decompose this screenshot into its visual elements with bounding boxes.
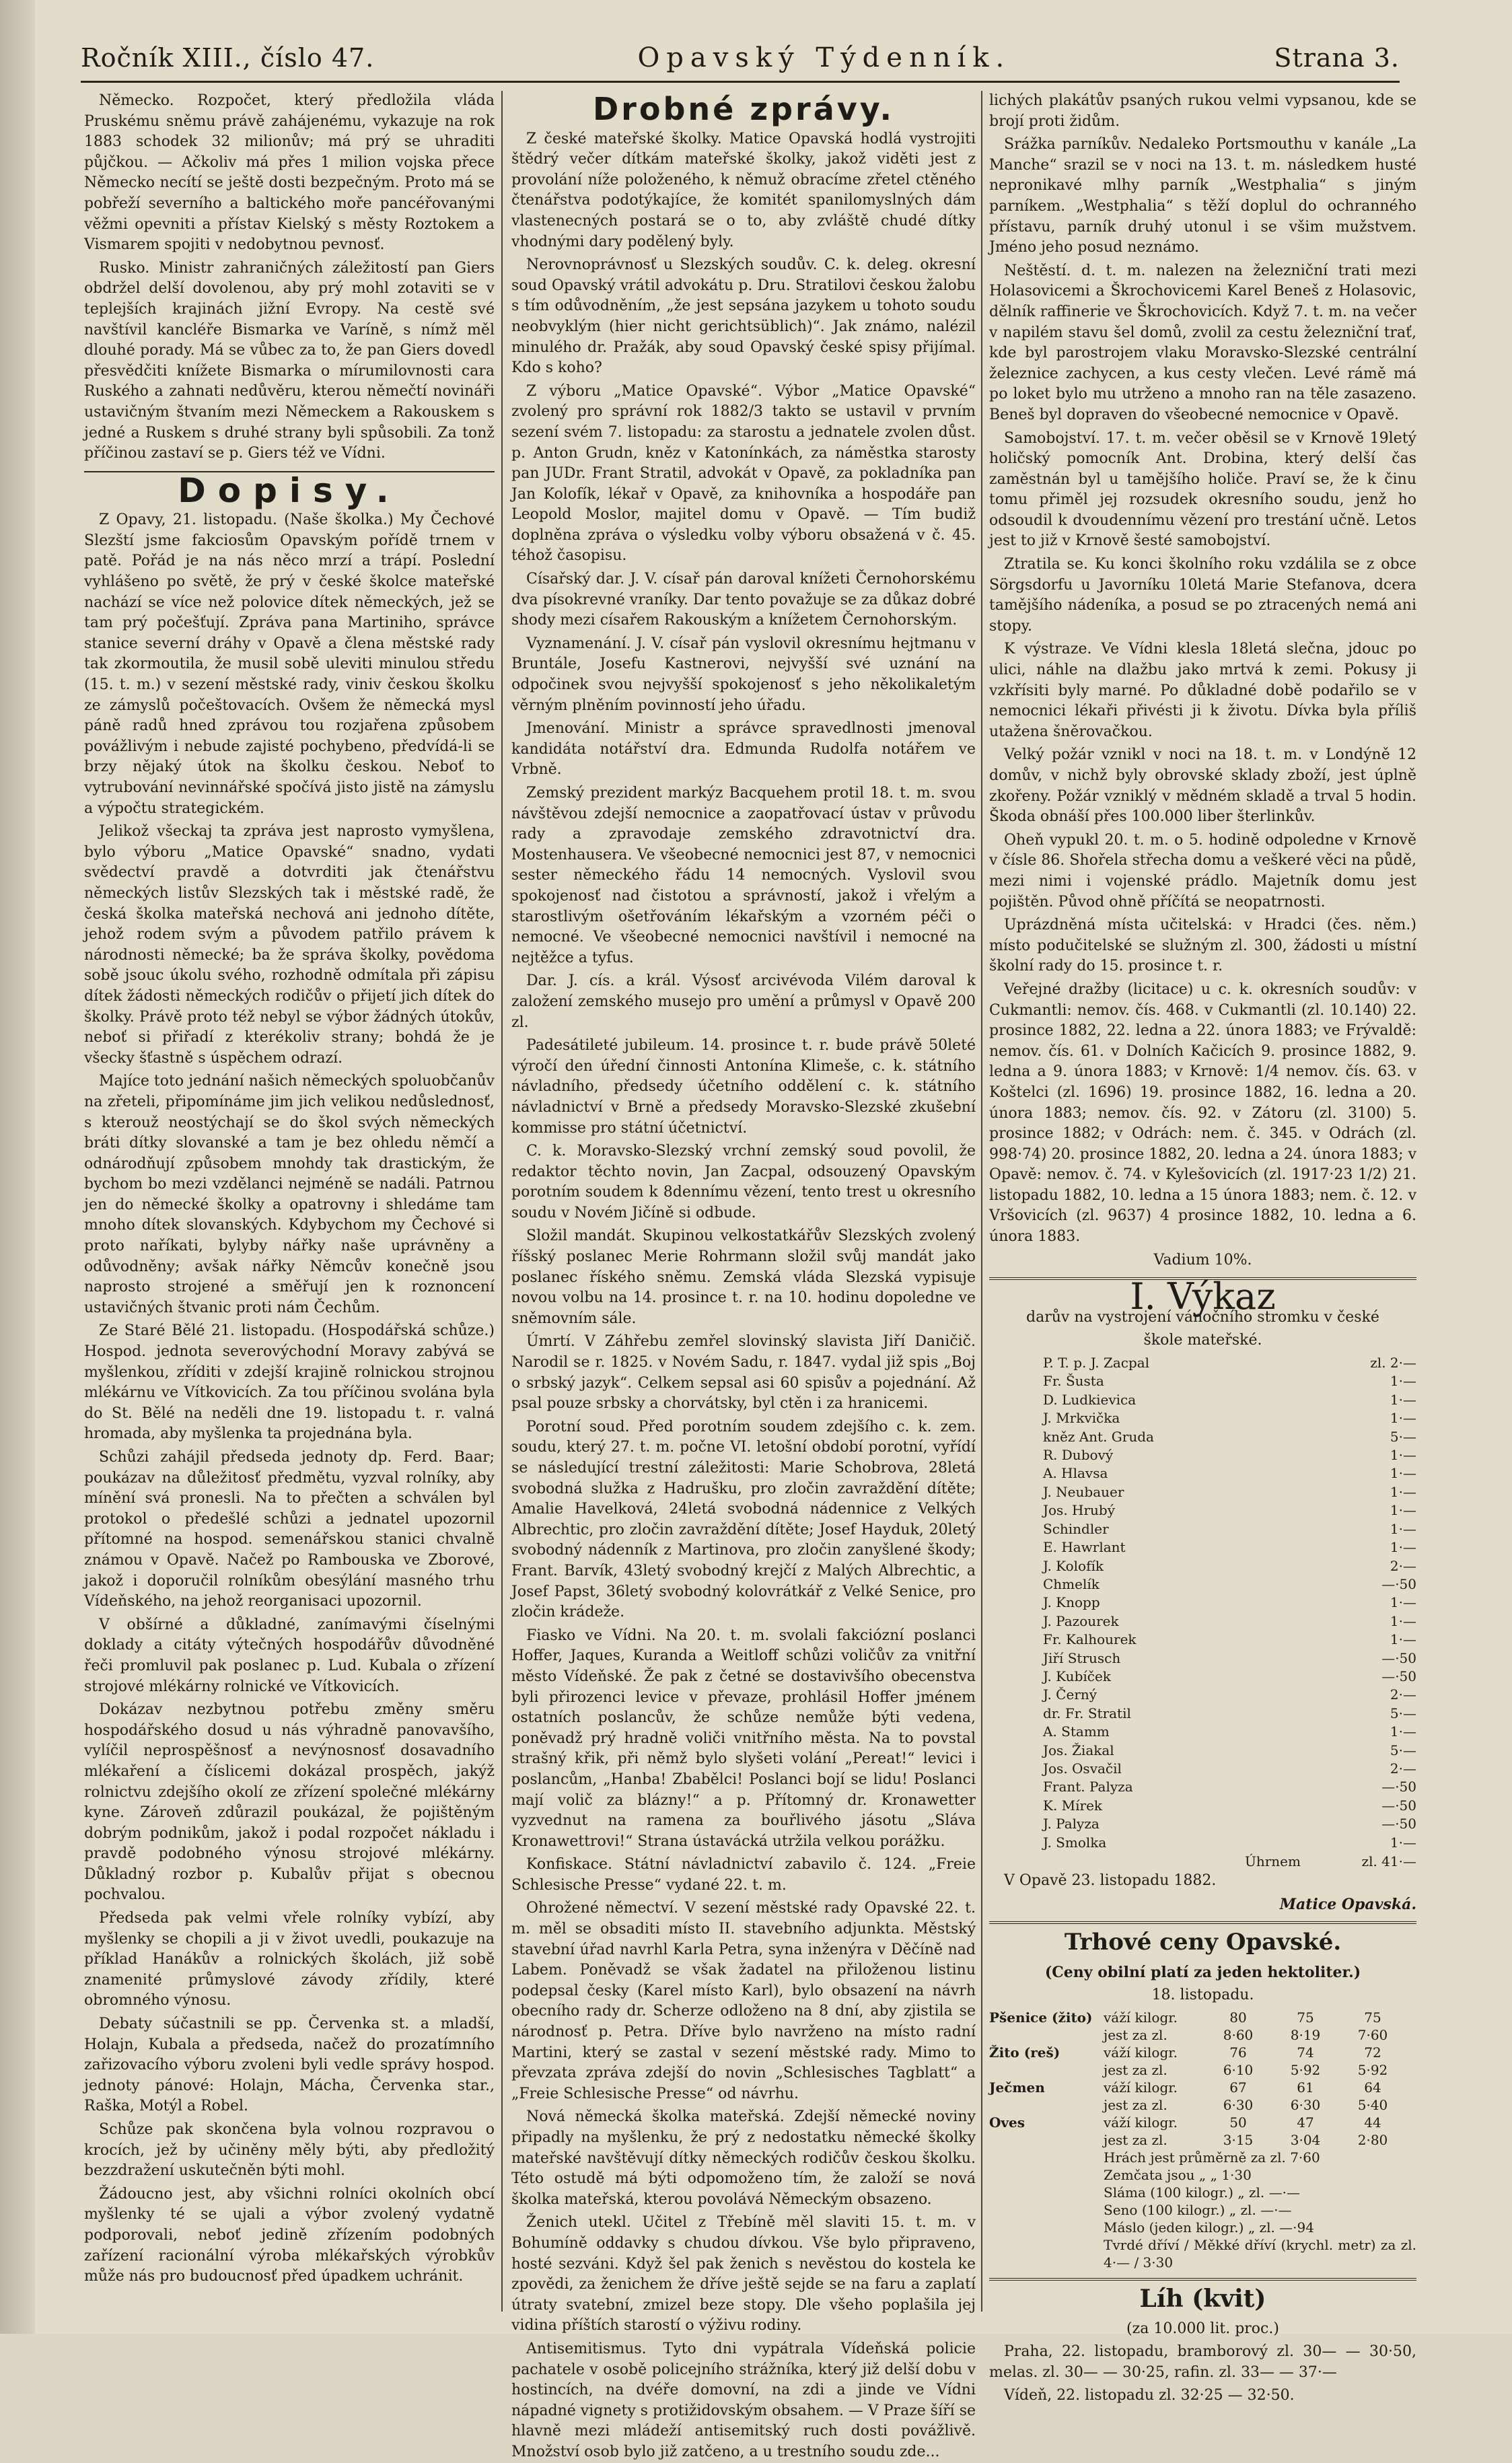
donor-name: Frant. Palyza [1043,1779,1133,1795]
price-row [989,2061,1416,2079]
donor-amount: 1·— [1390,1391,1416,1408]
price-value: 8·19 [1290,2026,1321,2043]
price-commodity [989,2096,1104,2114]
prices-table [989,2009,1416,2149]
price-value: 61 [1297,2079,1314,2096]
paragraph: Žádoucno jest, aby všichni rolníci okolních obcí myšlenky té se ujali a výbor zvolený vydatně podporovali, neboť jedině zřízením podobných zařízení racionální výroba mlékařských výrobkův může nás pro budoucnosť před úpadkem uchránit. [84,2185,495,2285]
donor-name: A. Hlavsa [1043,1465,1108,1482]
news-item: Složil mandát. Skupinou velkostatkářův Slezských zvolený říšský poslanec Merie Rohrmann složil svůj mandát jako poslanec říského sněmu. Zemská vláda Slezská vypisuje novou volbu na 14. prosince t. r. na 10. hodinu dopoledne ve sněmovním sále. [511,1227,976,1327]
news-item: Padesátileté jubileum. 14. prosince t. r. bude právě 50leté výročí den úřední činnosti Antonína Klimeše, c. k. státního návladního, předsedy účetního oddělení c. k. státního návladnictví v Brně a předsedy Moravsko-Slezské zkušební kommisse pro státní účetnictví. [511,1037,976,1137]
donor-row [989,1649,1416,1668]
lih-title: Líh (kvit) [1139,2284,1266,2313]
section-heading-dopisy: Dopisy. [178,470,401,510]
donor-name: J. Mrkvička [1043,1410,1120,1427]
price-value: 80 [1229,2009,1247,2026]
donor-row [989,1501,1416,1520]
donor-list [989,1354,1416,1852]
donor-total [989,1852,1416,1871]
donor-row [989,1815,1416,1833]
price-commodity: Oves [989,2114,1025,2131]
news-item: Velký požár vznikl v noci na 18. t. m. v Londýně 12 domův, v nichž byly obrovské sklady zboží, jest úplně zkořeny. Požár vzniklý v mědném skladě a trval 5 hodin. Škoda obnáší přes 100.000 liber šterlinkův. [989,746,1416,826]
price-extra-line: Tvrdé dříví / Měkké dříví (krychl. metr) za zl. 4·— / 3·30 [1104,2236,1416,2271]
price-desc: váží kilogr. [1104,2114,1178,2131]
price-commodity [989,2131,1104,2149]
donor-amount: 2·— [1390,1760,1416,1777]
donor-amount: —·50 [1381,1575,1416,1592]
donor-row [989,1797,1416,1815]
news-item: Samobojství. 17. t. m. večer oběsil se v Krnově 19letý holičský pomocník Ant. Drobina, který delší čas zaměstnán byl u tamějšího holiče. Praví se, že k činu tomu přiměl jej rozsudek okresního soudu, jenž ho odsoudil k dvoudennímu vězení pro trestání učně. Letos jest to již v Krnově šesté samobojství. [989,429,1416,550]
donor-row [989,1834,1416,1852]
price-value: 75 [1297,2009,1314,2026]
price-desc: váží kilogr. [1104,2079,1178,2096]
news-item: Oheň vypukl 20. t. m. o 5. hodině odpoledne v Krnově v čísle 86. Shořela střecha domu a veškeré věci na půdě, mezi nimi i vojenské prádlo. Majetník domu jest pojištěn. Původ ohně příčítá se neopatrnosti. [989,831,1416,911]
price-value: 5·92 [1290,2061,1321,2078]
news-item: Z výboru „Matice Opavské“. Výbor „Matice Opavské“ zvolený pro správní rok 1882/3 takto se ustavil v prvním sezení svém 7. listopadu: za starostu a jednatele zvolen důst. p. Anton Grudn, kněz v Katonínkách, za náměstka starosty pan JUDr. Frant Stratil, advokát v Opavě, za pokladníka pan Jan Kolofík, lékař v Opavě, za knihovníka a hospodáře pan Leopold Moslor, majitel domu v Opavě. — Tím budiž doplněna zpráva o výsledku volby výboru obsažená v č. 45. téhož časopisu. [511,382,976,565]
section-rule [989,1921,1416,1924]
news-item: Uprázdněná místa učitelská: v Hradci (čes. něm.) místo podučitelské se služným zl. 300, žádosti u místní školní rady do 15. prosince t. r. [989,917,1416,975]
price-row [989,2009,1416,2026]
paragraph: Schůze pak skončena byla volnou rozpravou o krocích, jež by učiněny měly býti, aby předložitý bezzdražení uskutečněn býti mohl. [84,2121,495,2180]
donor-row [989,1483,1416,1501]
donor-name: P. T. p. J. Zacpal [1043,1355,1150,1371]
price-value: 8·60 [1223,2026,1254,2043]
donor-name: J. Smolka [1043,1834,1107,1851]
section-rule [989,2278,1416,2281]
paragraph: V obšírné a důkladné, zanímavými číselnými doklady a citáty výtečných hospodářův důvodněné řeči promluvil pak poslanec p. Lud. Kubala o zřízení strojové mlékárny rolnické ve Vítkovicích. [84,1616,495,1695]
donor-row [989,1778,1416,1796]
donor-amount: —·50 [1381,1797,1416,1814]
donor-row [989,1409,1416,1427]
vykaz-title: I. Výkaz [1130,1275,1276,1318]
vadium-note: Vadium 10%. [1153,1251,1252,1269]
price-commodity: Pšenice (žito) [989,2009,1093,2026]
issue-number: Ročník XIII., číslo 47. [81,43,375,73]
news-item: Ohrožené němectví. V sezení městské rady Opavské 22. t. m. měl se obsaditi místo II. stavebního adjunkta. Městský stavební úřad navrhl Karla Petra, syna inženýra v Děčíně nad Labem. Poněvadž se však žadatel na přiloženou listinu podepsal česky (Karel místo Karl), bylo obsazení na návrh obecního rady dr. Scherze odloženo na 8 dní, aby zjistila se národnosť p. Petra. Dříve bylo navrženo na místo radní Martini, který se zastal v sezení městské rady. Mimo to převzata zpráva zdejší do novin „Schlesisches Tagblatt“ a „Freie Schlesische Presse“ od návrhu. [511,1900,976,2102]
news-item: Neštěstí. d. t. m. nalezen na železniční trati mezi Holasovicemi a Škrochovicemi Karel Beneš z Holasovic, dělník raffinerie ve Škrochovicích. Když 7. t. m. na večer v napilém stavu šel domů, zvolil za cestu železniční trať, kde byl parostrojem vlaku Moravsko-Slezské centrální železnice zachycen, a kus cesty vlečen. Levé rámě má po loket bylo mu utrženo a mnoho ran na těle zasazeno. Beneš byl dopraven do všeobecné nemocnice v Opavě. [989,262,1416,423]
donor-amount: —·50 [1381,1649,1416,1666]
donor-row [989,1520,1416,1538]
price-extra-line: Máslo (jeden kilogr.) „ zl. —·94 [1104,2219,1314,2236]
donor-row [989,1538,1416,1557]
price-commodity [989,2026,1104,2044]
paragraph: Dokázav nezbytnou potřebu změny směru hospodářského dosud u nás výhradně panovavšího, vylíčil neprospěšnosť a nevýnosnosť dosavadního mlékaření a číslicemi dokázal prospěch, jakýž rolnictvu zdejšího okolí ze zřízení společné mlékárny kyne. Zároveň zdůrazil poukázal, že pojištěným dobrým podnikům, jakož i podal rozpočet nákladu i pravdě podobného výnosu strojové mlékárny. Důkladný rozbor p. Kubalův přijat s obecnou pochvalou. [84,1701,495,1904]
prices-extra-list [989,2149,1416,2271]
column-divider [981,91,982,2312]
donor-amount: 5·— [1390,1428,1416,1445]
price-value: 6·30 [1223,2096,1254,2113]
price-commodity [989,2061,1104,2079]
price-value: 75 [1364,2009,1381,2026]
price-value: 50 [1229,2114,1247,2131]
column-divider [501,91,503,2312]
donor-row [989,1686,1416,1704]
donor-name: J. Palyza [1043,1816,1100,1832]
price-extra-line: Zemčata jsou „ „ 1·30 [1104,2166,1252,2183]
page-number: Strana 3. [1274,43,1400,73]
vykaz-date: V Opavě 23. listopadu 1882. [1004,1872,1217,1889]
donor-name: Jos. Osvačil [1043,1760,1122,1777]
donor-amount: 1·— [1390,1447,1416,1464]
total-label: Úhrnem [1245,1853,1301,1869]
article-rusko: Rusko. Ministr zahraničných záležitostí pan Giers obdržel delší dovolenou, aby prý mohl zotaviti se v teplejších krajinách jižní Evropy. Na cestě své navštívil kancléře Bismarka ve Varíně, s nímž měl dlouhé porady. Má se vůbec za to, že pan Giers dovedl přesvědčiti knížete Bismarka o mírumilovnosti cara Ruského a zahnati nedůvěru, kterou němečtí novináři ustavičným štvaním mezi Německem a Rakouskem s jedné a Ruskem s druhé strany byli spůsobili. Za tonž příčinou zastaví se p. Giers též ve Vídni. [84,259,495,462]
price-desc: jest za zl. [1104,2096,1167,2113]
prices-subtitle: (Ceny obilní platí za jeden hektoliter.) [1044,1963,1361,1981]
price-value: 47 [1297,2114,1314,2131]
donor-amount: zl. 2·— [1370,1355,1416,1371]
donor-amount: 2·— [1390,1686,1416,1703]
price-desc: váží kilogr. [1104,2044,1178,2061]
news-item: Jmenování. Ministr a správce spravedlnosti jmenoval kandidáta notářství dra. Edmunda Rudolfa notářem ve Vrbně. [511,720,976,779]
price-value: 5·92 [1357,2061,1388,2078]
donor-amount: 5·— [1390,1705,1416,1721]
price-extra-line: Sláma (100 kilogr.) „ zl. —·— [1104,2184,1300,2201]
paragraph: Předseda pak velmi vřele rolníky vybízí, aby myšlenky se chopili a ji v život uvedli, poukazuje na příklad Hanákův a rolnických školách, již sobě znamenité průmyslové závody zřídily, které obromného výnosu. [84,1910,495,2009]
news-item: Z české mateřské školky. Matice Opavská hodlá vystrojiti štědrý večer dítkám mateřské školky, jakož viděti jest z provolání níže položeného, k němuž obracíme zřetel ctěného čtenářstva podotýkajíce, že komitét spanilomyslných dám vlastenecných postará se o to, aby zvláště chudé dítky vhodnými dary podělený byly. [511,130,976,250]
news-item: Porotní soud. Před porotním soudem zdejšího c. k. zem. soudu, který 27. t. m. počne VI. letošní období porotní, vyřídí se následující trestní záležitosti: Marie Schobrova, 28letá svobodná služka z Hadrušku, pro zločin zavraždění dítěte; Amalie Havelková, 24letá svobodná nádennice z Velkých Albrechtic, pro zločin zavraždění dítěte; Josef Hayduk, 20letý svobodný nádenník z Martinova, pro zločin zanyšlené škody; Frant. Barvík, 43letý svobodný krejčí z Malých Albrechtic, a Josef Papst, 36letý svobodný kolovrátkář z Velké Senice, pro zločin krádeže. [511,1418,976,1621]
donor-name: D. Ludkievica [1043,1391,1137,1408]
donor-amount: 1·— [1390,1612,1416,1629]
donor-row [989,1723,1416,1741]
prices-date: 18. listopadu. [1151,1987,1254,2004]
price-row [989,2044,1416,2061]
donor-amount: 1·— [1390,1520,1416,1537]
donor-name: Schindler [1043,1520,1109,1537]
price-value: 6·10 [1223,2061,1254,2078]
price-value: 3·15 [1223,2131,1254,2148]
donor-row [989,1428,1416,1446]
donor-row [989,1354,1416,1372]
donor-name: J. Neubauer [1043,1483,1124,1500]
donor-amount: 1·— [1390,1465,1416,1482]
donor-amount: 1·— [1390,1594,1416,1611]
letter-opava: Z Opavy, 21. listopadu. (Naše školka.) My Čechové Slezští jsme fakciosům Opavským pořídě trnem v patě. Pořád je na nás něco mrzí a trápí. Poslední vyhlášeno po světě, že prý v české školce mateřské nachází se více než polovice dítek německých, jež se tam prý počešťují. Zpráva pana Martiniho, správce stanice severní dráhy v Opavě a člena městské rady tak zkormoutila, že musil sobě uleviti minulou středu (15. t. m.) v sezení městské rady, viniv českou školku ze zámyslů počeštovacích. Ovšem že německá mysl páně radů hned zprávou tou rozjařena způsobem povážlivým i nebude zajisté pochybeno, předvídá-li se brzy nějaký útok na školku českou. Neboť to vytrubování nevinnářské spočívá jisto jistě na zámyslu a výpočtu strategickém. [84,511,495,817]
price-row [989,2026,1416,2044]
price-commodity: Žito (reš) [989,2044,1060,2061]
column-2 [511,91,976,2460]
donor-row [989,1705,1416,1723]
letter-stara-bela: Ze Staré Bělé 21. listopadu. (Hospodářská schůze.) Hospod. jednota severovýchodní Moravy zabývá se myšlenkou, zříditi v zdejší krajině rolnickou strojnou mlékárnu ve Vítkovicích. Za tou příčinou svolána byla do St. Bělé na neděli dne 19. listopadu t. r. valná hromada, aby myšlenka ta projednána byla. [84,1322,495,1443]
vykaz-signature: Matice Opavská. [1279,1895,1416,1913]
donor-name: J. Knopp [1043,1594,1100,1611]
prices-title: Trhové ceny Opavské. [1064,1929,1342,1956]
price-value: 44 [1364,2114,1381,2131]
paragraph: Schůzi zahájil předseda jednoty dp. Ferd. Baar; poukázav na důležitosť předmětu, vyzval rolníky, aby mínění svá pronesli. Na to přečten a schválen byl protokol o předešlé schůzi a jednatel upozornil přítomné na hospod. semenářskou stanici chvalně známou v Opavě. Načež po Rambouska ve Zborové, jakož i doporučil rolníkům obesýlání masného trhu Vídeňského, na jehož reorganisaci upozornil. [84,1449,495,1610]
news-item: Dar. J. cís. a král. Výsosť arcivévoda Vilém daroval k založení zemského musejo pro umění a průmysl v Opavě 200 zl. [511,972,976,1031]
donor-row [989,1446,1416,1464]
donor-amount: 1·— [1390,1410,1416,1427]
donor-row [989,1575,1416,1594]
donor-name: Chmelík [1043,1575,1100,1592]
donor-row [989,1391,1416,1409]
donor-row [989,1594,1416,1612]
price-value: 76 [1229,2044,1247,2061]
donor-name: Jiří Strusch [1043,1649,1121,1666]
masthead [81,38,1400,78]
price-value: 6·30 [1290,2096,1321,2113]
price-row [989,2131,1416,2149]
news-item: Úmrtí. V Záhřebu zemřel slovinský slavista Jiří Daničič. Narodil se r. 1825. v Novém Sadu, r. 1847. vydal již spis „Boj o srbský jazyk“. Celkem sepsal asi 60 spisův a pojednání. Až psal pouze srbsky a chorvátsky, byl ctěn i za hranicemi. [511,1333,976,1413]
column-3 [989,91,1416,2404]
donor-row [989,1612,1416,1631]
price-extra-line: Hrách jest průměrně za zl. 7·60 [1104,2149,1320,2166]
price-value: 64 [1364,2079,1381,2096]
donor-amount: 1·— [1390,1723,1416,1740]
price-value: 67 [1229,2079,1247,2096]
donor-row [989,1668,1416,1686]
price-desc: jest za zl. [1104,2131,1167,2148]
price-extra-line: Seno (100 kilogr.) „ zl. —·— [1104,2201,1292,2218]
donor-name: Jos. Žiakal [1043,1742,1114,1758]
vykaz-subtitle: škole mateřské. [1143,1332,1262,1349]
news-item: Srážka parníkův. Nedaleko Portsmouthu v kanále „La Manche“ srazil se v noci na 13. t. m. následkem husté nepronikavé mlhy parník „Westphalia“ s jiným parníkem. „Westphalia“ s těží doplul do ochranného přístavu, parník druhý utonul i se všim mužstvem. Jméno jeho posud neznámo. [989,136,1416,256]
donor-name: J. Černý [1043,1686,1097,1703]
page-binding-edge [0,0,35,2334]
price-value: 5·40 [1357,2096,1388,2113]
donor-amount: —·50 [1381,1779,1416,1795]
donor-row [989,1557,1416,1575]
price-row [989,2114,1416,2131]
price-value: 2·80 [1357,2131,1388,2148]
news-item: Ženich utekl. Učitel z Třebíně měl slaviti 15. t. m. v Bohumíně oddavky s chudou dívkou. Vše bylo připraveno, hosté sezváni. Když šel pak ženich s nevěstou do kostela ke zpovědi, za ženichem že dříve ještě sejde se na faru a zaplatí útraty svatební, zmizel beze stopy. Dle všeho poplašila jej vidina příštích starostí o výživu rodiny. [511,2214,976,2334]
lih-subtitle: (za 10.000 lit. proc.) [1126,2320,1279,2337]
donor-amount: 1·— [1390,1373,1416,1390]
donor-name: dr. Fr. Stratil [1043,1705,1131,1721]
article-nemecko: Německo. Rozpočet, který předložila vláda Pruskému sněmu právě zahájenému, vykazuje na rok 1883 schodek 32 milionův; má prý se uhraditi půjčkou. — Ačkoliv má přes 1 milion vojska přece Německo necítí se ještě dosti bezpečným. Proto má se pobřeží severního a baltického moře pancéřovanými věžmi opevniti a přístav Kielský s městy Roztokem a Vismarem spojiti v nedobytnou pevnosť. [84,92,495,254]
donor-name: J. Kubíček [1043,1668,1111,1684]
donor-row [989,1631,1416,1649]
donor-name: Jos. Hrubý [1043,1502,1116,1519]
donor-name: kněz Ant. Gruda [1043,1428,1154,1445]
donor-row [989,1372,1416,1390]
price-value: 3·04 [1290,2131,1321,2148]
donor-amount: 1·— [1390,1483,1416,1500]
news-item: Ztratila se. Ku konci školního roku vzdálila se z obce Sörgsdorfu u Javorníku 10letá Marie Stefanova, dcera tamějšího nádeníka, a posud se po ztracených nemá ani stopy. [989,556,1416,635]
lih-viden: Vídeň, 22. listopadu zl. 32·25 — 32·50. [1004,2387,1295,2404]
donor-name: J. Kolofík [1043,1557,1104,1574]
vykaz-subtitle: darův na vystrojení vánočního stromku v české [1026,1308,1379,1326]
donor-amount: 1·— [1390,1539,1416,1556]
total-amount: zl. 41·— [1361,1853,1416,1869]
news-item: lichých plakátův psaných rukou velmi vypsanou, kde se brojí proti židům. [989,92,1416,130]
price-value: 74 [1297,2044,1314,2061]
paragraph: Debaty súčastnili se pp. Červenka st. a mladší, Holajn, Kubala a předseda, načež do prozatímního zařizovacího výboru zvoleni byli vedle správy hospod. jednoty pánové: Holajn, Mácha, Červenka star., Raška, Motýl a Robel. [84,2015,495,2115]
news-item: K výstraze. Ve Vídni klesla 18letá slečna, jdouc po ulici, náhle na dlažbu jako mrtvá k zemi. Pokusy ji vzkřísiti byly marné. Po důkladné době podařilo se v nemocnici lékaři přivésti ji k životu. Dívka byla příliš utažena šněrovačkou. [989,641,1416,740]
donor-name: E. Hawrlant [1043,1539,1126,1556]
price-value: 72 [1364,2044,1381,2061]
donor-amount: —·50 [1381,1668,1416,1684]
news-item: Antisemitismus. Tyto dni vypátrala Vídeňská policie pachatele v osobě policejního strážníka, který již delší dobu v hostincích, na dvéře domovní, na zdi a jinde ve Vídni nápadné vignety s protižidovským obsahem. — V Praze šíří se hlavně mezi mládeží antisemitský ruch dosti povážlivě. Množství osob bylo již zatčeno, a u trestního soudu zde... [511,2340,976,2460]
donor-amount: —·50 [1381,1816,1416,1832]
column-1 [84,91,495,2305]
newspaper-title: Opavský Týdenník. [637,42,1011,73]
price-row [989,2079,1416,2096]
donor-name: J. Pazourek [1043,1612,1119,1629]
news-item: Konfiskace. Státní návladnictví zabavilo č. 124. „Freie Schlesische Presse“ vydané 22. t. m. [511,1856,976,1894]
donor-row [989,1760,1416,1778]
paragraph: Jelikož všeckaj ta zpráva jest naprosto vymyšlena, bylo výboru „Matice Opavské“ snadno, vydati svědectví pravdě a dotvrditi jak čtenářstvu německých listův Slezských tak i městské radě, že česká školka mateřská nechová ani jednoho dítěte, jehož rodem svým a původem patřilo právem k národnosti německé; ba že správa školky, povědoma sobě jsouc úkolu svého, rozhodně odmítala při zápisu dítek žádosti německých rodičův o přijetí jich dítek do školky. Právě proto též nebyl se výbor žádných útokův, neboť si přiřadí z kterékoliv strany; bohdá že je všecky šťastně s úspěchem odrazí. [84,823,495,1067]
price-commodity: Ječmen [989,2079,1045,2096]
donor-name: Fr. Kalhourek [1043,1631,1137,1648]
price-desc: jest za zl. [1104,2061,1167,2078]
news-item: Zemský prezident markýz Bacquehem protil 18. t. m. svou návštěvou zdejší nemocnice a zaopatřovací ústav v průvodu rady a zpravodaje zemského zdravotnictví dra. Mostenhausera. Ve všeobecné nemocnici jest 87, v nemocnici sester německého řádu 14 nemocných. Vyslovil svou spokojenosť nad čistotou a správností, jakož i vřelým a starostlivým ošetřováním lékařským a vzorném péči o nemocné. Ve všeobecné nemocnici navštívil i nemocné na nejtěžce a tyfus. [511,785,976,966]
donor-name: Fr. Šusta [1043,1373,1104,1390]
donor-amount: 1·— [1390,1834,1416,1851]
news-item: Vyznamenání. J. V. císař pán vyslovil okresnímu hejtmanu v Bruntále, Josefu Kastnerovi, nejvyšší své uznání na odpočinek svou nejvyšší spokojenosť s jeho několikaletým věrným plněním povinností jeho úřadu. [511,635,976,714]
lih-praha: Praha, 22. listopadu, bramborový zl. 30— — 30·50, melas. zl. 30— — 30·25, rafin. zl. 33— — 37·— [989,2343,1416,2381]
donor-amount: 5·— [1390,1742,1416,1758]
donor-amount: 2·— [1390,1557,1416,1574]
donor-row [989,1464,1416,1483]
news-item: Císařský dar. J. V. císař pán daroval knížeti Černohorskému dva písokrevné vraníky. Dar tento považuje se za důkaz dobré shody mezi císařem Rakouským a knížetem Černohorským. [511,571,976,629]
news-item: Nová německá školka mateřská. Zdejší německé noviny připadly na myšlenku, že prý z nedostatku německé školky mateřské navštěvují dítky německých rodičův českou školku. Této ostudě má býti odpomoženo tím, že založí se nová školka mateřská, kterou povolává Německým obsazeno. [511,2108,976,2208]
news-item: Nerovnoprávnosť u Slezských soudův. C. k. deleg. okresní soud Opavský vrátil advokátu p. Dru. Stratilovi českou žalobu s tím odůvodněním, „že jest sepsána jazykem u tohoto soudu neobvyklým (hier nicht gerichtsüblich)“. Jak známo, nalézil minulého dr. Pražák, aby soud Opavský české spisy přijímal. Kdo s koho? [511,256,976,377]
donor-amount: 1·— [1390,1502,1416,1519]
donor-name: R. Dubový [1043,1447,1114,1464]
news-item: Veřejné dražby (licitace) u c. k. okresních soudův: v Cukmantli: nemov. čís. 468. v Cukmantli (zl. 10.140) 22. prosince 1882, 22. ledna a 22. února 1883; ve Frývaldě: nemov. čís. 61. v Dolních Kačicích 9. prosince 1882, 9. ledna a 9. února 1883; v Krnově: 1/4 nemov. čís. 63. v Koštelci (zl. 1696) 19. prosince 1882, 16. ledna a 20. února 1883; nemov. čís. 92. v Zátoru (zl. 3100) 5. prosince 1882; v Odrách: nem. č. 345. v Odrách (zl. 998·74) 20. prosince 1882, 20. ledna a 24. února 1883; v Opavě: nemov. č. 74. v Kylešovicích (zl. 1917·23 1/2) 21. listopadu 1882, 10. ledna a 15 února 1883; nem. č. 12. v Vršovicích (zl. 9637) 4 prosince 1882, 10. ledna a 6. února 1883. [989,980,1416,1246]
donor-name: A. Stamm [1043,1723,1110,1740]
price-desc: jest za zl. [1104,2026,1167,2043]
donor-amount: 1·— [1390,1631,1416,1648]
donor-row [989,1742,1416,1760]
news-item: C. k. Moravsko-Slezský vrchní zemský soud povolil, že redaktor těchto novin, Jan Zacpal, odsouzený Opavským porotním soudem k 8dennímu vězení, tento trest u okresního soudu v Novém Jičíně si odbude. [511,1143,976,1221]
paragraph: Majíce toto jednání našich německých spoluobčanův na zřeteli, připomínáme jim jich velikou nedůslednosť, s kterouž neostýchají se do škol svých německých bráti dítky slovanské a tam je bez ohledu němčí a odnárodňují způsobem mnohdy tak drastickým, že bychom bo mezi vzdělanci nejméně se nadáli. Patrnou jen do německé školky a opatrovny i shledáme tam mnoho dítek slovanských. Kdybychom my Čechové si proto naříkati, bylyby nářky naše uprávněny a odůvodněny; avšak nářky Němcův konečně jsou naprosto strojené a směřují jen k roznoncení ustavičných štvanic proti nám Čechům. [84,1073,495,1316]
news-item: Fiasko ve Vídni. Na 20. t. m. svolali fakciózní poslanci Hoffer, Jaques, Kuranda a Weitloff schůzi voličův za vnitřní město Vídeňské. Že pak z četné se dostavivšího obecenstva byli přirozenci levice v převaze, prohlásil Hoffer jménem ostatních poslancův, že schůze nemůže býti vedena, poněvadž prý hradně voliči vnitřního města. Na to povstal strašný křik, při němž bylo slyšeti volání „Pereat!“ levici i poslancům, „Hanba! Zbabělci! Poslanci bojí se lidu! Poslanci mají volič za blázny!“ a p. Přítomný dr. Kronawetter vyzvednut na ramena za bouřlivého jásotu „Sláva Kronawettrovi!“ Strana ústavácká utržila velkou porážku. [511,1627,976,1850]
price-desc: váží kilogr. [1104,2009,1178,2026]
price-row [989,2096,1416,2114]
section-heading-drobne-zpravy: Drobné zprávy. [592,91,894,127]
masthead-rule [81,81,1400,83]
price-value: 7·60 [1357,2026,1388,2043]
donor-name: K. Mírek [1043,1797,1103,1814]
